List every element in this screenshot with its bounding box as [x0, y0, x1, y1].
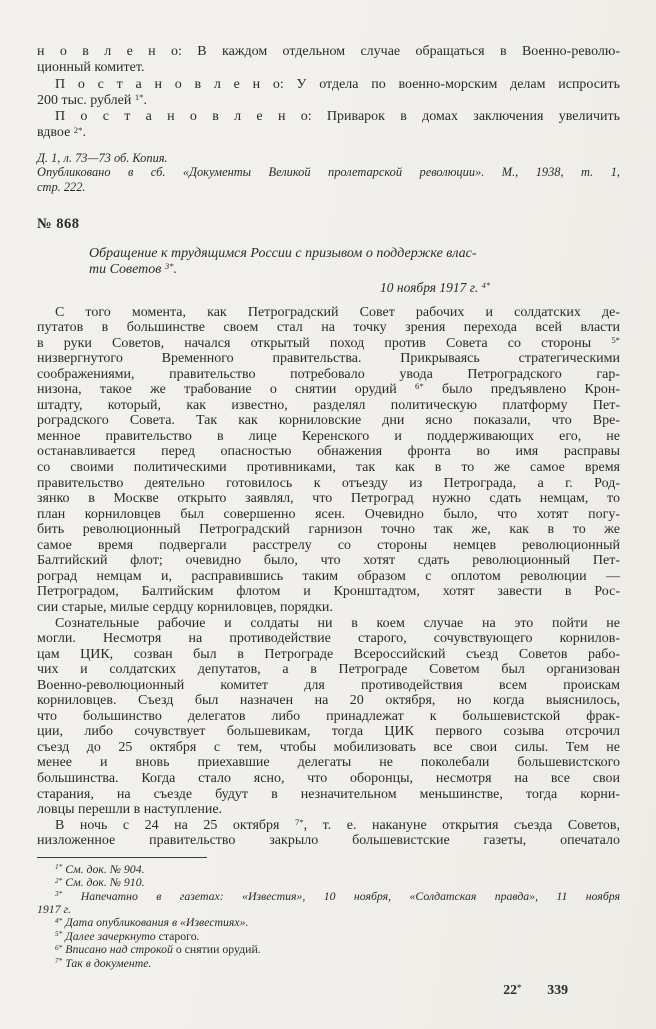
text-line: что большинство делегатов либо принадлежат к большевистской фрак-	[37, 708, 620, 724]
text-line: менное правительство в лице Керенского и поддерживающих его, не	[37, 428, 620, 444]
text-line: зянко в Москве открыто заявлял, что Петроград нужно сдать немцам, то	[37, 491, 620, 507]
resolution-rations	[37, 109, 620, 142]
text-line: Военно-революционный комитет для противодействия всем проискам	[37, 677, 620, 693]
text-line: съезд до 25 октября с тем, чтобы мобилизовать все свои силы. Тем не	[37, 739, 620, 755]
text-line: $^{6*}$ Вписано над строкой о снятии орудий.	[55, 942, 261, 957]
archive-reference	[37, 151, 620, 166]
text-line: менее и вновь приехавшие делегаты не поколебали большевистского	[37, 755, 620, 771]
text-line: бить революционный Петроградский гарнизон точно так же, как в то же	[37, 522, 620, 538]
document-number: № 868	[37, 215, 80, 232]
text-line: цам ЦИК, созван был в Петрограде Всероссийский съезд Советов рабо-	[37, 646, 620, 662]
text-line: могли. Несмотря на противодействие старого, сочувствующего корнилов-	[37, 631, 620, 647]
text-line: В ночь с 24 на 25 октября $^{7*}$, т. е. накануне открытия съезда Советов,	[55, 816, 620, 833]
archival-note	[37, 151, 620, 195]
text-line: $^{3*}$ Напечатно в газетах: «Известия», 10 ноября, «Солдатская правда», 11 ноября	[55, 888, 620, 903]
text-line: П о с т а н о в л е н о: Приварок в домах заключения увеличить	[55, 109, 620, 125]
footnote-5	[37, 930, 620, 943]
text-line: самое время подвергали расстрелу со стороны немцев революционный	[37, 537, 620, 553]
text-line: останавливается перед опасностью обнажения фронта во имя расправы	[37, 444, 620, 460]
text-line: план корниловцев был совершенно ясен. Очевидно было, что хотят погу-	[37, 506, 620, 522]
document-body	[37, 305, 620, 849]
text-line: низона, такое же трабование о снятии орудий $^{6*}$ было предъявлено Крон-	[37, 381, 620, 398]
footnote-6	[37, 943, 620, 956]
text-line: в руки Советов, начался открытый поход против Совета со стороны $^{5*}$	[37, 334, 620, 351]
text-line: Петроградом, Балтийским флотом и Кронштадтом, хотят завести в Рос-	[37, 584, 620, 600]
text-line: ционный комитет.	[37, 60, 145, 76]
text-line: большинства. Когда стало ясно, что оборонцы, несмотря на все свои	[37, 770, 620, 786]
footnotes-block	[37, 863, 620, 970]
text-line: штадту, который, как известно, разделял политическую платформу Пет-	[37, 397, 620, 413]
text-line: роград немцам и, расправившись таким образом с оплотом революции —	[37, 568, 620, 584]
text-line: $^{1*}$ См. док. № 904.	[55, 861, 145, 876]
text-line: Обращение к трудящимся России с призывом о поддержке влас-	[89, 245, 477, 261]
footnote-1	[37, 863, 620, 876]
footnote-2	[37, 876, 620, 889]
footnote-separator	[37, 857, 207, 858]
text-line: Д. 1, л. 73—73 об. Копия.	[37, 150, 168, 165]
body-paragraph-2	[37, 616, 620, 818]
text-line: Сознательные рабочие и солдаты ни в коем случае на это пойти не	[55, 615, 620, 631]
document-date: 10 ноября 1917 г. $^{4*}$	[380, 279, 491, 295]
text-line: $^{4*}$ Дата опубликования в «Известиях».	[55, 915, 249, 930]
text-line: сии старые, милые сердцу корниловцев, порядки.	[37, 599, 333, 615]
text-line: роградского Совета. Так как корниловские дни ясно показали, что Вре-	[37, 413, 620, 429]
footnote-3	[37, 890, 620, 917]
text-line: корниловцев. Съезд был назначен на 20 октября, но когда выяснилось,	[37, 693, 620, 709]
resolution-continuation	[37, 44, 620, 77]
text-line: старания, на съезде будут в незначительном меньшинстве, тогда корни-	[37, 786, 620, 802]
text-line: П о с т а н о в л е н о: У отдела по военно-морским делам испросить	[55, 76, 620, 92]
footnote-4	[37, 916, 620, 929]
publication-reference	[37, 165, 620, 194]
text-line: вдвое $^{2*}$.	[37, 124, 86, 141]
document-title	[89, 246, 620, 278]
text-line: Балтийский флот; очевидно было, что хотят сдать революционный Пет-	[37, 553, 620, 569]
text-line: путатов в большинстве своем стал на точку зрения перехода всей власти	[37, 320, 620, 336]
body-paragraph-3	[37, 818, 620, 849]
text-line: $^{7*}$ Так в документе.	[55, 955, 152, 970]
text-line: Опубликовано в сб. «Документы Великой пролетарской революции». М., 1938, т. 1,	[37, 165, 620, 180]
printer-signature: 22*	[503, 981, 522, 997]
text-line: чих и солдатских депутатов, а в Петрограде Советом был организован	[37, 662, 620, 678]
page-footer	[37, 982, 620, 998]
footnote-7	[37, 957, 620, 970]
text-line: соображениями, правительство потребовало увода Петроградского гар-	[37, 366, 620, 382]
text-line: ти Советов $^{3*}$.	[89, 260, 178, 277]
text-line: ции, либо сочувствует большевикам, тогда ЦИК первого созыва отсрочил	[37, 724, 620, 740]
document-title-block	[37, 246, 620, 278]
text-line: С того момента, как Петроградский Совет рабочих и солдатских де-	[55, 304, 620, 320]
page-number: 339	[547, 981, 568, 997]
text-line: низвергнутого Временного правительства. Прикрываясь стратегическими	[37, 351, 620, 367]
text-line: 1917 г.	[37, 901, 71, 916]
text-line: стр. 222.	[37, 179, 86, 194]
text-line: ловцы перешли в наступление.	[37, 802, 223, 818]
text-line: со своими политическими противниками, так как в то же самое время	[37, 460, 620, 476]
text-line: низложенное правительство закрыло большевистские газеты, опечатало	[37, 833, 620, 849]
resolution-funds	[37, 77, 620, 110]
text-line: $^{2*}$ См. док. № 910.	[55, 875, 145, 890]
text-line: правительство деятельно готовилось к отъезду из Петрограда, а г. Род-	[37, 475, 620, 491]
text-line: н о в л е н о: В каждом отдельном случае обращаться в Военно-револю-	[37, 44, 620, 59]
previous-document-end	[37, 44, 620, 142]
text-line: 200 тыс. рублей $^{1*}$.	[37, 92, 148, 108]
text-line: $^{5*}$ Далее зачеркнуто старого.	[55, 928, 200, 943]
body-paragraph-1	[37, 305, 620, 616]
